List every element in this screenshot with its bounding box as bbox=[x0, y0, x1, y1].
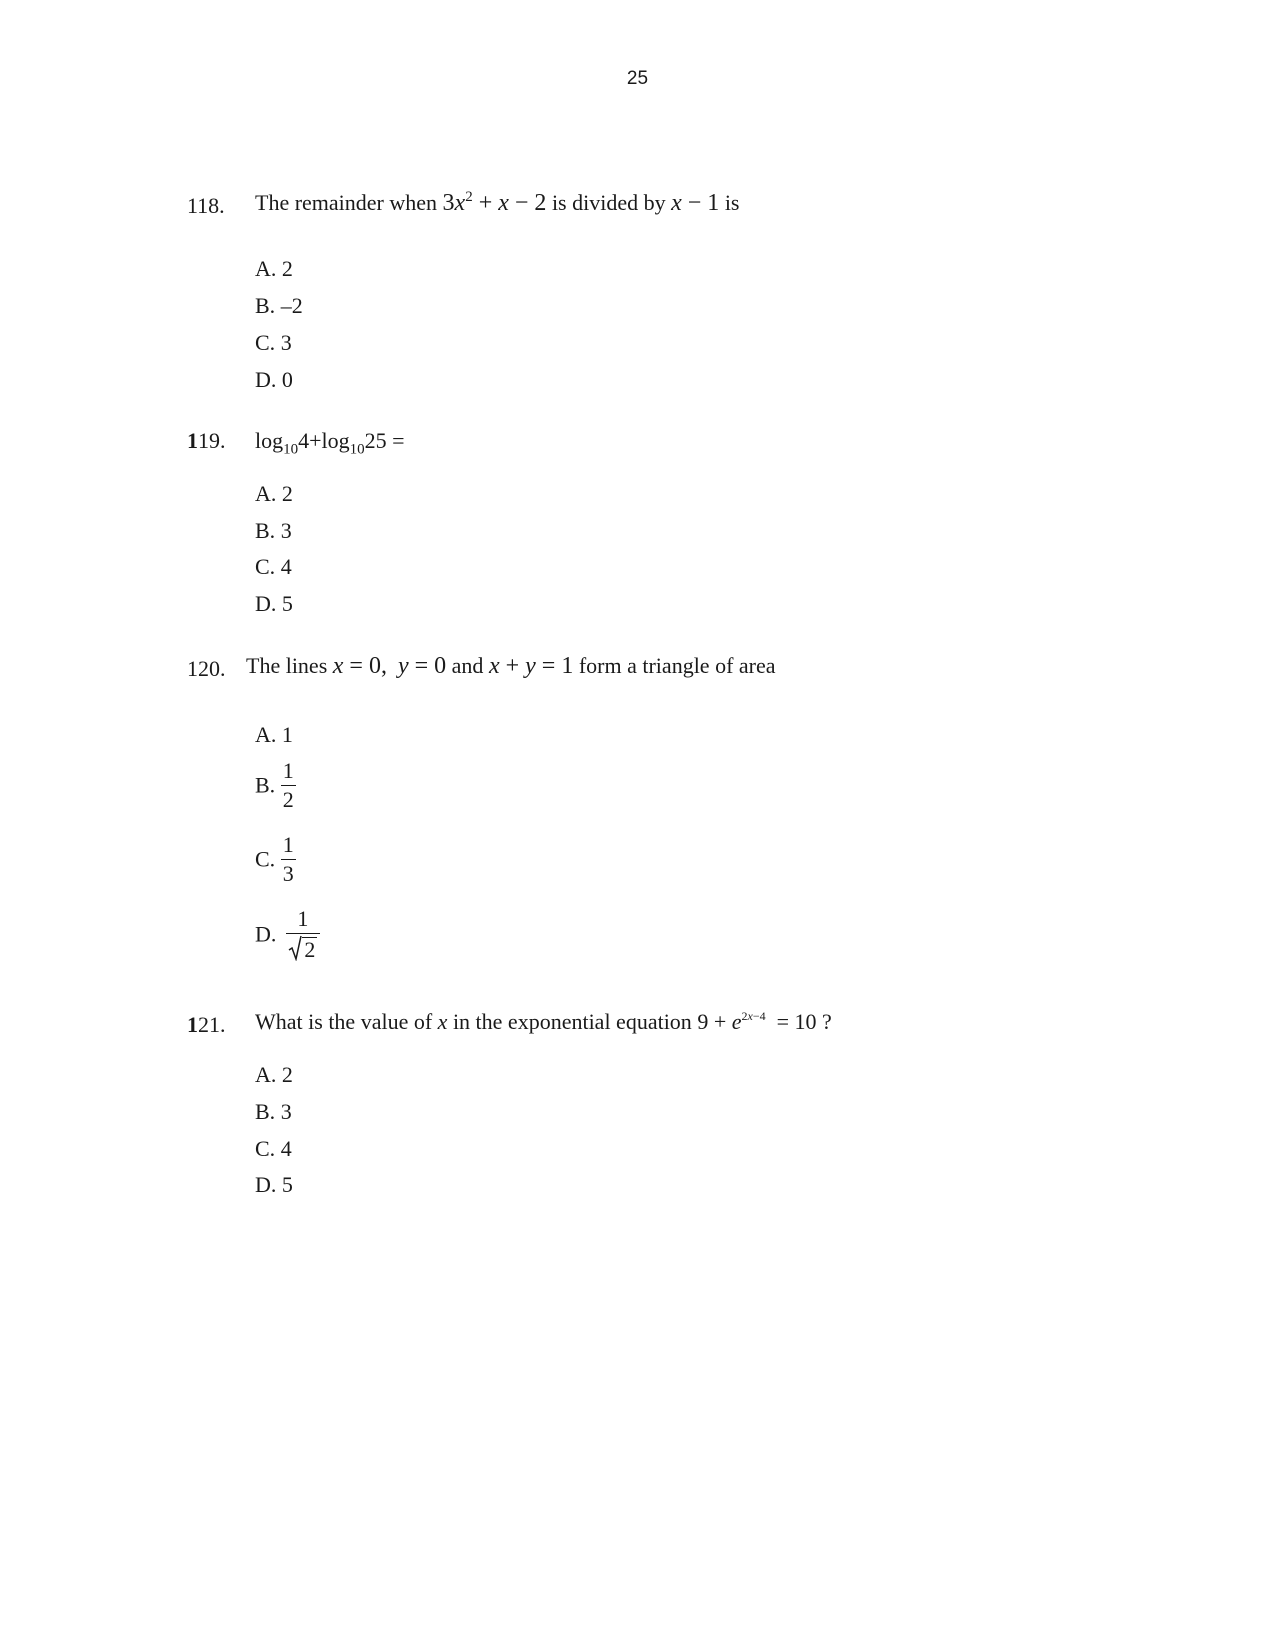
square-root: 2 bbox=[288, 937, 317, 961]
log-base-1: 10 bbox=[283, 441, 299, 458]
divisor-rest: − 1 bbox=[681, 190, 720, 216]
question-119-option-b: B. 3 bbox=[255, 518, 292, 543]
question-120-number: 120. bbox=[187, 656, 226, 681]
equation-x-zero: x = 0, bbox=[332, 653, 387, 679]
poly-plus: + bbox=[472, 190, 499, 216]
log-arg-2: 25 = bbox=[364, 428, 405, 453]
question-121-text-part2: in the exponential equation bbox=[447, 1009, 698, 1034]
question-118-number: 118. bbox=[187, 193, 225, 218]
question-121-text-part1: What is the value of bbox=[255, 1009, 438, 1034]
question-120-option-b: B. $\frac{1}{2}$ bbox=[255, 758, 294, 812]
question-119-option-c: C. 4 bbox=[255, 554, 292, 579]
question-120-option-d: D. $\frac{1}{2}$ bbox=[255, 908, 320, 961]
question-120-text-part3: form a triangle of area bbox=[573, 653, 776, 678]
question-119-number: 119. bbox=[187, 428, 226, 453]
poly-var: x bbox=[454, 190, 466, 216]
question-120-option-c: C. $\frac{1}{3}$ bbox=[255, 832, 294, 886]
fraction-one-third: $\frac{1}{3}$ bbox=[282, 832, 294, 886]
question-119-option-d: D. 5 bbox=[255, 591, 293, 616]
question-118-option-a: A. 2 bbox=[255, 256, 293, 281]
question-121-option-c: C. 4 bbox=[255, 1136, 292, 1161]
question-118-divisor bbox=[671, 190, 719, 216]
fraction-one-over-root-two: $\frac{1}{2}$ bbox=[286, 908, 320, 961]
question-121-number: 121. bbox=[187, 1012, 226, 1037]
question-118-polynomial bbox=[443, 190, 547, 216]
question-118-text bbox=[255, 190, 740, 217]
question-119-text bbox=[255, 428, 405, 458]
divisor-var: x bbox=[671, 190, 682, 216]
poly-exp: 2 bbox=[465, 189, 473, 205]
question-121-option-b: B. 3 bbox=[255, 1099, 292, 1124]
question-120-text-part1: The lines bbox=[246, 653, 333, 678]
question-121-text bbox=[255, 1009, 832, 1035]
poly-minus: − 2 bbox=[508, 190, 547, 216]
question-118-text-part1: The remainder when bbox=[255, 190, 443, 215]
question-118-text-part2: is divided by bbox=[546, 190, 672, 215]
question-118-option-b: B. –2 bbox=[255, 293, 303, 318]
log-base-2: 10 bbox=[349, 441, 365, 458]
poly-coef: 3 bbox=[442, 190, 455, 216]
question-119-option-a: A. 2 bbox=[255, 481, 293, 506]
question-120-option-a: A. 1 bbox=[255, 722, 293, 747]
radical-sign-icon bbox=[288, 935, 302, 961]
exponential-equation: $9 + e^{2x-4} = 10$ ? bbox=[697, 1009, 832, 1034]
log-arg-1: 4+log bbox=[298, 428, 350, 453]
question-121-option-a: A. 2 bbox=[255, 1062, 293, 1087]
question-118-option-d: D. 0 bbox=[255, 367, 293, 392]
question-118-option-c: C. 3 bbox=[255, 330, 292, 355]
fraction-one-half: $\frac{1}{2}$ bbox=[282, 758, 294, 812]
poly-var2: x bbox=[498, 190, 509, 216]
question-120-text bbox=[246, 653, 776, 680]
equation-x-plus-y: x + y = 1 bbox=[488, 653, 574, 679]
question-121-option-d: D. 5 bbox=[255, 1172, 293, 1197]
question-118-text-part3: is bbox=[719, 190, 740, 215]
question-120-text-part2: and bbox=[446, 653, 489, 678]
log-1: log bbox=[255, 428, 284, 453]
equation-y-zero: y = 0 bbox=[397, 653, 447, 679]
variable-x: x bbox=[437, 1009, 448, 1034]
page-number: 25 bbox=[626, 68, 649, 89]
